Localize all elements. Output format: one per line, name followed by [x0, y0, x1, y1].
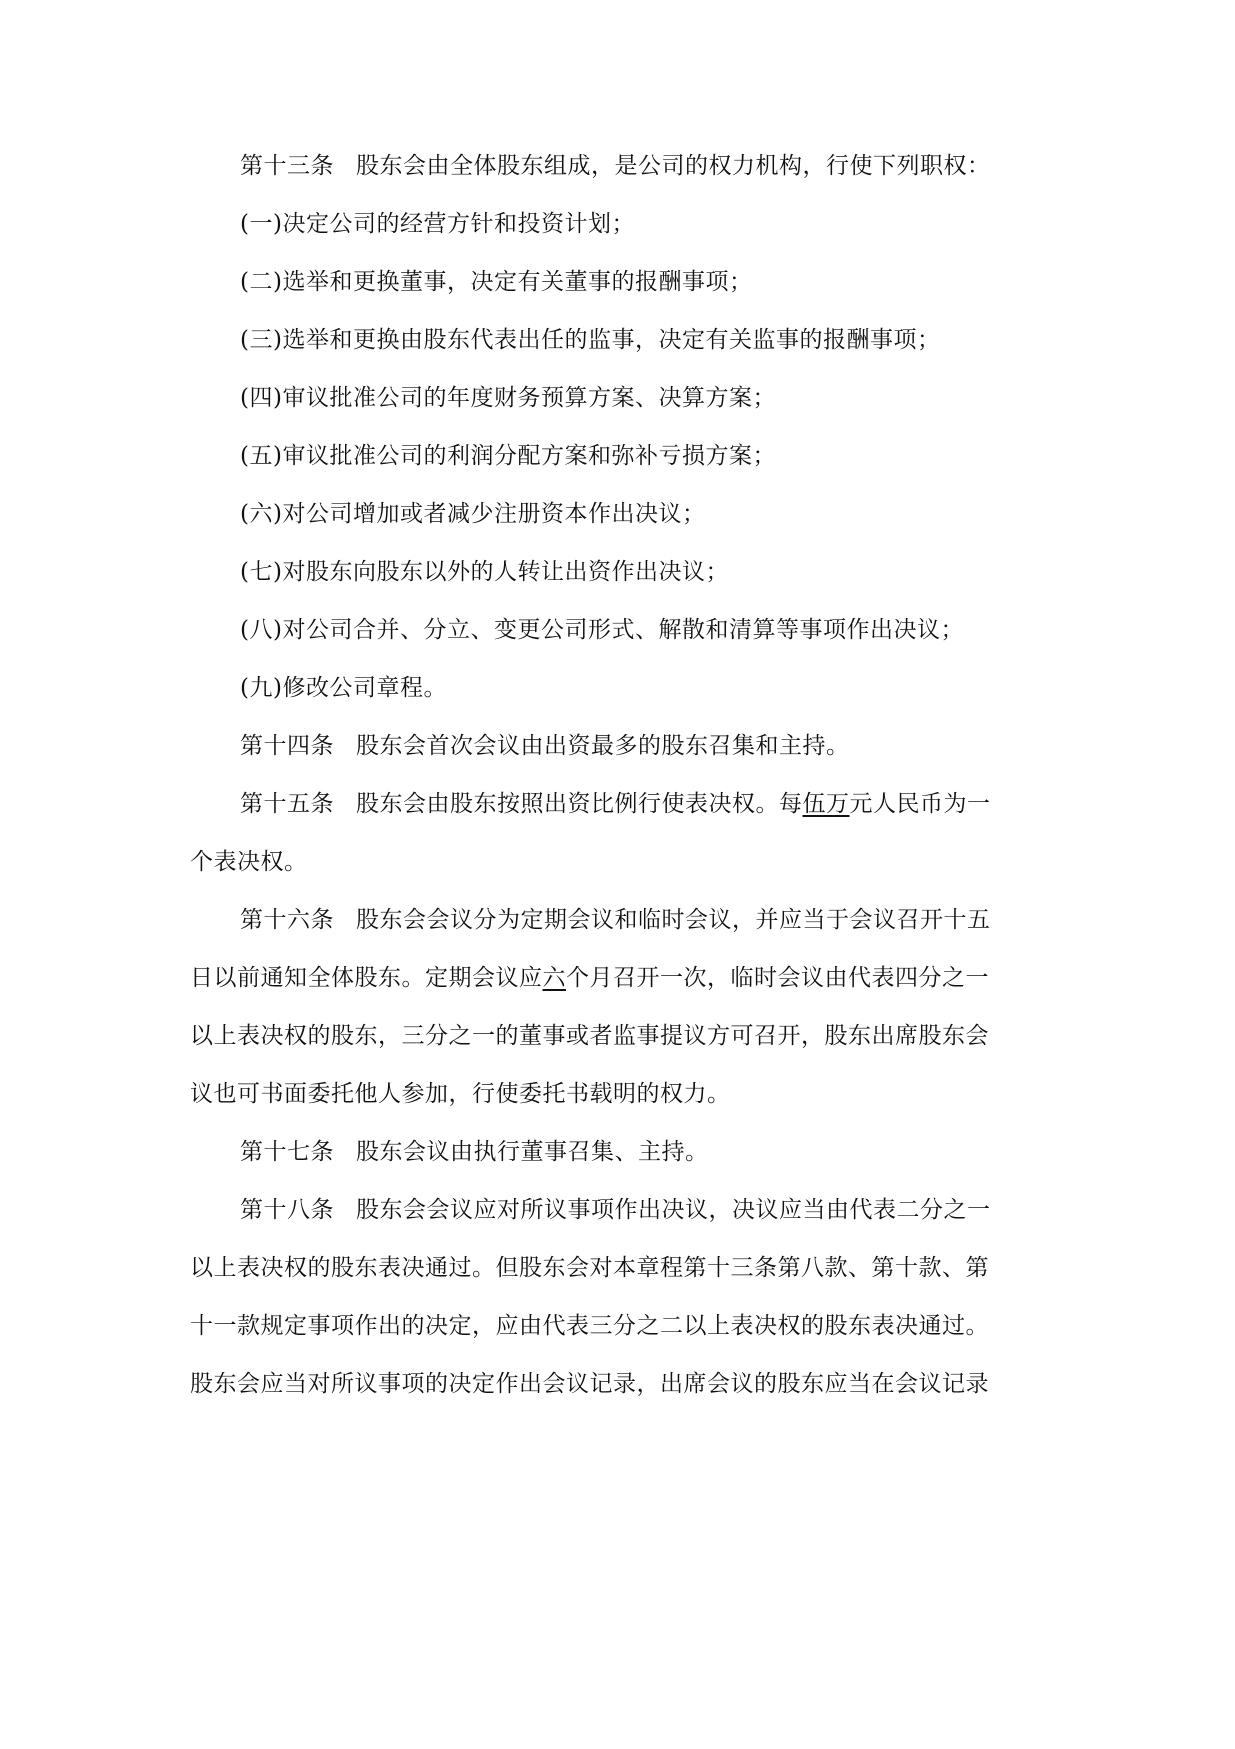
- article-13-heading: 第十三条: [240, 153, 334, 179]
- article-18-line-3: 十一款规定事项作出的决定，应由代表三分之二以上表决权的股东表决通过。: [190, 1313, 989, 1339]
- article-16-line-1: [240, 900, 1100, 940]
- article-16-blank: 六: [542, 965, 566, 991]
- article-15-text-after: 元人民币为一: [849, 791, 991, 817]
- article-16-line-4: 议也可书面委托他人参加，行使委托书载明的权力。: [190, 1081, 731, 1107]
- article-13-item-7: (七)对股东向股东以外的人转让出资作出决议；: [240, 559, 729, 585]
- article-13-item-8: (八)对公司合并、分立、变更公司形式、解散和清算等事项作出决议；: [240, 617, 964, 643]
- article-14-text: 股东会首次会议由出资最多的股东召集和主持。: [356, 733, 850, 759]
- article-14-heading: 第十四条: [240, 733, 334, 759]
- article-13-item-2: (二)选举和更换董事，决定有关董事的报酬事项；: [240, 269, 753, 295]
- article-18-line-2: 以上表决权的股东表决通过。但股东会对本章程第十三条第八款、第十款、第: [190, 1255, 989, 1281]
- article-18-line-1: [240, 1190, 1100, 1230]
- article-18-line-4: 股东会应当对所议事项的决定作出会议记录，出席会议的股东应当在会议记录: [190, 1371, 989, 1397]
- article-17-text: 股东会议由执行董事召集、主持。: [356, 1139, 709, 1165]
- article-13-item-6: (六)对公司增加或者减少注册资本作出决议；: [240, 501, 706, 527]
- article-15-text-before: 股东会由股东按照出资比例行使表决权。每: [356, 791, 803, 817]
- article-16-text: 股东会会议分为定期会议和临时会议，并应当于会议召开十五: [356, 907, 991, 933]
- article-13-item-9: (九)修改公司章程。: [240, 675, 447, 701]
- article-18-text: 股东会会议应对所议事项作出决议，决议应当由代表二分之一: [356, 1197, 991, 1223]
- article-16-line-2-before: 日以前通知全体股东。定期会议应: [190, 965, 543, 991]
- article-13-item-5: (五)审议批准公司的利润分配方案和弥补亏损方案；: [240, 443, 776, 469]
- article-16-line-3: 以上表决权的股东，三分之一的董事或者监事提议方可召开，股东出席股东会: [190, 1023, 989, 1049]
- article-15-line-1: [240, 784, 1100, 824]
- article-13-item-1: (一)决定公司的经营方针和投资计划；: [240, 211, 635, 237]
- article-13-title-line: [240, 146, 1100, 186]
- article-13-item-4: (四)审议批准公司的年度财务预算方案、决算方案；: [240, 385, 776, 411]
- article-17-line: [240, 1132, 1100, 1172]
- article-17-heading: 第十七条: [240, 1139, 334, 1165]
- article-16-line-2: [190, 958, 1050, 998]
- article-16-line-2-after: 个月召开一次，临时会议由代表四分之一: [566, 965, 989, 991]
- article-15-heading: 第十五条: [240, 791, 334, 817]
- article-14-line: [240, 726, 1100, 766]
- article-15-line-2: 个表决权。: [190, 849, 308, 875]
- article-16-heading: 第十六条: [240, 907, 334, 933]
- article-13-text: 股东会由全体股东组成，是公司的权力机构，行使下列职权：: [356, 153, 991, 179]
- article-15-blank: 伍万: [802, 791, 850, 817]
- article-13-item-3: (三)选举和更换由股东代表出任的监事，决定有关监事的报酬事项；: [240, 327, 941, 353]
- article-18-heading: 第十八条: [240, 1197, 334, 1223]
